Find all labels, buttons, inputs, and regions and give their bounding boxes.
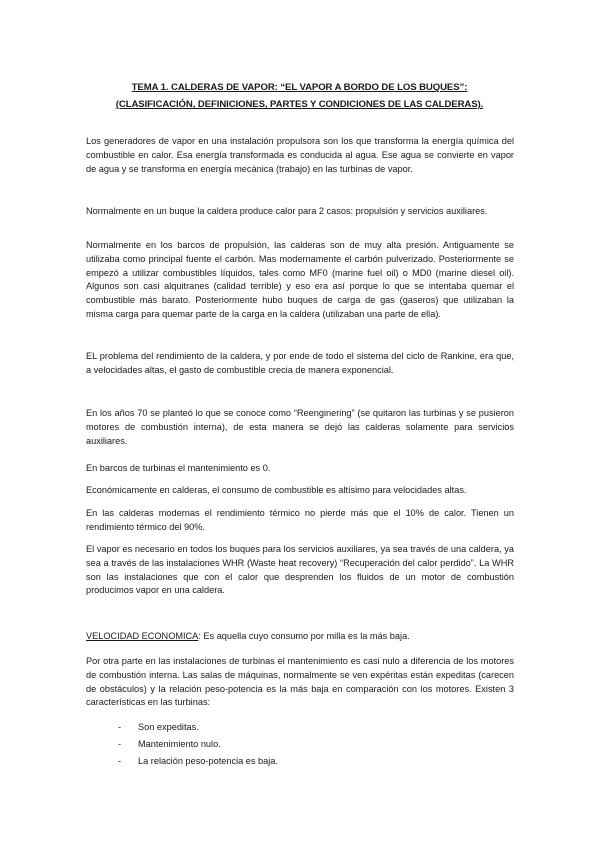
list-item xyxy=(118,753,278,770)
paragraph-turbine-maintenance: En barcos de turbinas el mantenimiento es 0. xyxy=(86,463,271,473)
paragraph-propulsion-boilers: Normalmente en los barcos de propulsión, las calderas son de muy alta presión. Antiguamente se utilizaba como principal fuente el carbón. Mas modernamente el carbón pulverizado. Posteriormente se empezó a utilizar combustibles líquidos, tales como MF0 (marine fuel oil) o MD0 (marine diesel oil). Algunos son casi alquitranes (calidad terrible) y eso era así porque lo que se intentaba quemar el combustible más barato. Posteriormente hubo buques de carga de gas (gaseros) que utilizaban la misma carga para quemar parte de la carga en la caldera (utilizaban una parte de ella). xyxy=(86,240,514,319)
title-line-2: (CLASIFICACIÓN, DEFINICIONES, PARTES Y CONDICIONES DE LAS CALDERAS). xyxy=(115,99,484,110)
list-dash: - xyxy=(118,756,122,766)
paragraph-steam-generators: Los generadores de vapor en una instalación propulsora son los que transforma la energía química del combustible en calor. Esa energía transformada es conducida al agua. Ese agua se convierte en vapor de agua y se transforma en energía mecánica (trabajo) en las turbinas de vapor. xyxy=(86,136,514,174)
list-item-label: Mantenimiento nulo. xyxy=(138,739,221,749)
paragraph-whr: El vapor es necesario en todos los buques para los servicios auxiliares, ya sea través de una caldera, ya sea a través de las instalaciones WHR (Waste heat recovery) “Recuperación del calor perdido”. La WHR son las instalaciones que con el calor que desprenden los fluidos de un motor de combustión producimos vapor en una caldera. xyxy=(86,544,514,596)
turbine-characteristics-list xyxy=(118,719,278,770)
list-item-label: La relación peso-potencia es baja. xyxy=(138,756,278,766)
list-dash: - xyxy=(118,739,122,749)
list-dash: - xyxy=(118,722,122,732)
page-title xyxy=(90,79,509,113)
paragraph-boiler-uses: Normalmente en un buque la caldera produce calor para 2 casos: propulsión y servicios auxiliares. xyxy=(86,206,488,216)
title-line-1: TEMA 1. CALDERAS DE VAPOR: “EL VAPOR A BORDO DE LOS BUQUES”: xyxy=(131,82,468,93)
list-item-label: Son expeditas. xyxy=(138,722,199,732)
paragraph-thermal-efficiency: En las calderas modernas el rendimiento térmico no pierde más que el 10% de calor. Tienen un rendimiento térmico del 90%. xyxy=(86,508,514,532)
paragraph-reengineering: En los años 70 se planteó lo que se conoce como “Reenginering” (se quitaron las turbinas y se pusieron motores de combustión interna), de esta manera se dejó las calderas solamente para servicios auxiliares. xyxy=(86,408,514,446)
paragraph-fuel-consumption: Económicamente en calderas, el consumo de combustible es altísimo para velocidades altas. xyxy=(86,485,467,495)
list-item xyxy=(118,719,278,736)
paragraph-efficiency-problem: EL problema del rendimiento de la caldera, y por ende de todo el sistema del ciclo de Rankine, era que, a velocidades altas, el gasto de combustible crecia de manera exponencial. xyxy=(86,351,514,375)
economic-speed-definition: : Es aquella cuyo consumo por milla es la más baja. xyxy=(198,631,410,641)
economic-speed-term: VELOCIDAD ECONOMICA xyxy=(86,631,199,641)
paragraph-turbine-installations: Por otra parte en las instalaciones de turbinas el mantenimiento es casi nulo a diferencia de los motores de combustión interna. Las salas de máquinas, normalmente se ven expéritas están expeditas (carecen de obstáculos) y la relación peso-potencia es la más baja en comparación con los motores. Existen 3 características en las turbinas: xyxy=(86,656,514,708)
list-item xyxy=(118,736,278,753)
paragraph-economic-speed xyxy=(86,630,514,644)
